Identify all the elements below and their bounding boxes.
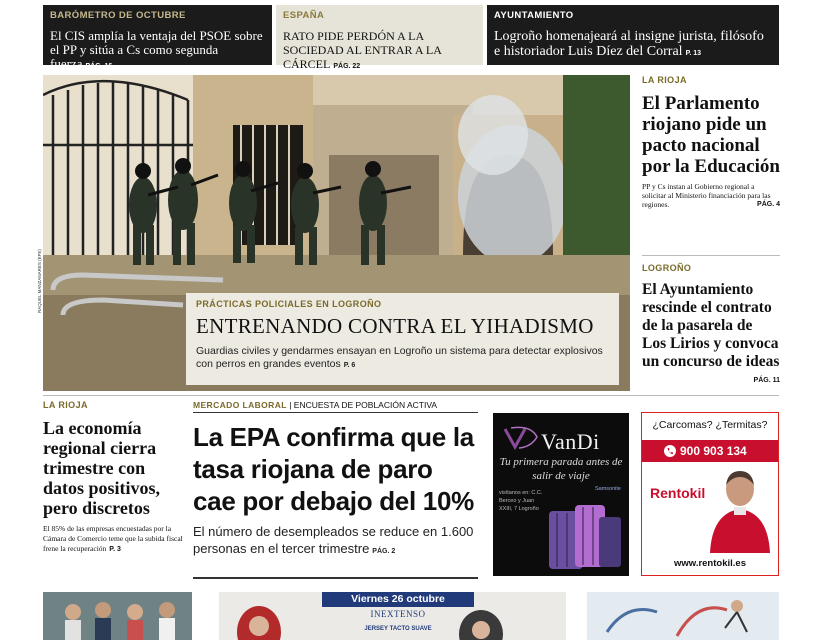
- vandi-brand-row: [501, 425, 623, 454]
- left-story-sub: El 85% de las empresas encuestadas por la Cámara de Comercio teme que la subida fiscal frene la recuperación P. 3: [43, 524, 183, 553]
- lead-story-title: ENTRENANDO CONTRA EL YIHADISMO: [196, 314, 594, 338]
- section-tag: LA RIOJA: [43, 400, 88, 410]
- top-box-espana[interactable]: [276, 5, 483, 71]
- side-story-headline: El Parlamento riojano pide un pacto nacional por la Educación: [642, 93, 780, 177]
- center-story[interactable]: [193, 400, 478, 560]
- vandi-logo-icon: [501, 425, 541, 451]
- rentokil-phone: 900 903 134: [642, 440, 778, 462]
- divider: [193, 577, 478, 579]
- phone-icon: [664, 445, 676, 457]
- divider: [43, 395, 779, 396]
- rentokil-person-photo: [704, 467, 774, 553]
- page-ref: P. 13: [685, 50, 702, 57]
- lead-story-kicker: PRÁCTICAS POLICIALES EN LOGROÑO: [196, 299, 382, 309]
- vandi-address: visítanos en: C.C. Berceo y Juan XXIII, 7 Logroño: [499, 490, 543, 512]
- center-story-kicker: [193, 400, 478, 413]
- side-story-ayuntamiento[interactable]: [642, 263, 780, 385]
- rentokil-web[interactable]: www.rentokil.es: [674, 558, 746, 569]
- side-story-parlamento[interactable]: [642, 75, 780, 209]
- top-box-headline: RATO PIDE PERDÓN A LA SOCIEDAD AL ENTRAR A LA CÁRCEL PÁG. 22: [283, 29, 442, 71]
- ad-rentokil[interactable]: [641, 412, 779, 576]
- lead-story-text: Guardias civiles y gendarmes ensayan en Logroño un sistema para detectar explosivos con perros en grandes eventos P. 6: [196, 345, 603, 370]
- ad-vandi[interactable]: [493, 413, 629, 576]
- top-box-kicker: ESPAÑA: [283, 10, 325, 21]
- rentokil-logo: Rentokil: [650, 485, 706, 501]
- top-box-headline: Logroño homenajeará al insigne jurista, filósofo e historiador Luis Díez del Corral P. 13: [494, 29, 764, 59]
- section-tag: LOGROÑO: [642, 263, 692, 273]
- top-box-kicker: AYUNTAMIENTO: [494, 10, 574, 21]
- separator: |: [289, 400, 294, 410]
- page-ref: PÁG. 22: [333, 63, 361, 70]
- top-box-barometro[interactable]: [43, 5, 272, 71]
- top-box-kicker: BARÓMETRO DE OCTUBRE: [50, 10, 186, 21]
- page-ref: PÁG. 16: [85, 63, 113, 70]
- bottom-photo-left[interactable]: [43, 592, 192, 640]
- section-tag: LA RIOJA: [642, 75, 687, 85]
- promo-product: JERSEY TACTO SUAVE: [364, 626, 432, 632]
- group-photo: [43, 592, 192, 640]
- center-story-sub: El número de desempleados se reduce en 1.600 personas en el tercer trimestre PÁG. 2: [193, 524, 474, 556]
- page-ref: P. 6: [343, 362, 356, 369]
- section-subtag: ENCUESTA DE POBLACIÓN ACTIVA: [293, 400, 438, 410]
- rentokil-question: ¿Carcomas? ¿Termitas?: [652, 419, 768, 431]
- top-box-headline: El CIS amplía la ventaja del PSOE sobre el PP y sitúa a Cs como segunda fuerza PÁG. 16: [50, 28, 263, 71]
- page-ref: PÁG. 2: [372, 548, 396, 555]
- page-ref: PÁG. 11: [753, 377, 780, 384]
- top-box-ayuntamiento[interactable]: [487, 5, 779, 65]
- vandi-brand: VanDi: [541, 429, 600, 454]
- page-ref: PÁG. 4: [757, 201, 780, 208]
- center-story-headline: La EPA confirma que la tasa riojana de paro cae por debajo del 10%: [193, 422, 474, 516]
- side-story-sub: PP y Cs instan al Gobierno regional a solicitar al Ministerio financiación para las regiones. PÁG. 4: [642, 182, 780, 209]
- section-tag: MERCADO LABORAL: [193, 400, 287, 410]
- lead-story-caption[interactable]: [186, 293, 619, 385]
- dance-illustration: [587, 592, 779, 640]
- side-story-headline: El Ayuntamiento rescinde el contrato de la pasarela de Los Lirios y convoca un concurso de ideas: [642, 281, 780, 370]
- vandi-samsonite: Samsonite: [595, 486, 621, 492]
- vandi-tagline: Tu primera parada antes de salir de viaje: [499, 456, 623, 482]
- left-story-headline: La economía regional cierra trimestre con datos positivos, pero discretos: [43, 418, 161, 518]
- page-ref: P. 3: [109, 546, 121, 553]
- promo-date: Viernes 26 octubre: [322, 592, 474, 607]
- bottom-photo-right[interactable]: [587, 592, 779, 640]
- promo-brand: INEXTENSO: [370, 609, 426, 619]
- left-story[interactable]: [43, 400, 185, 555]
- photo-credit: RAQUEL MANZANARES (EFE): [37, 249, 42, 313]
- divider: [642, 255, 780, 256]
- suitcase-icon: [545, 497, 625, 573]
